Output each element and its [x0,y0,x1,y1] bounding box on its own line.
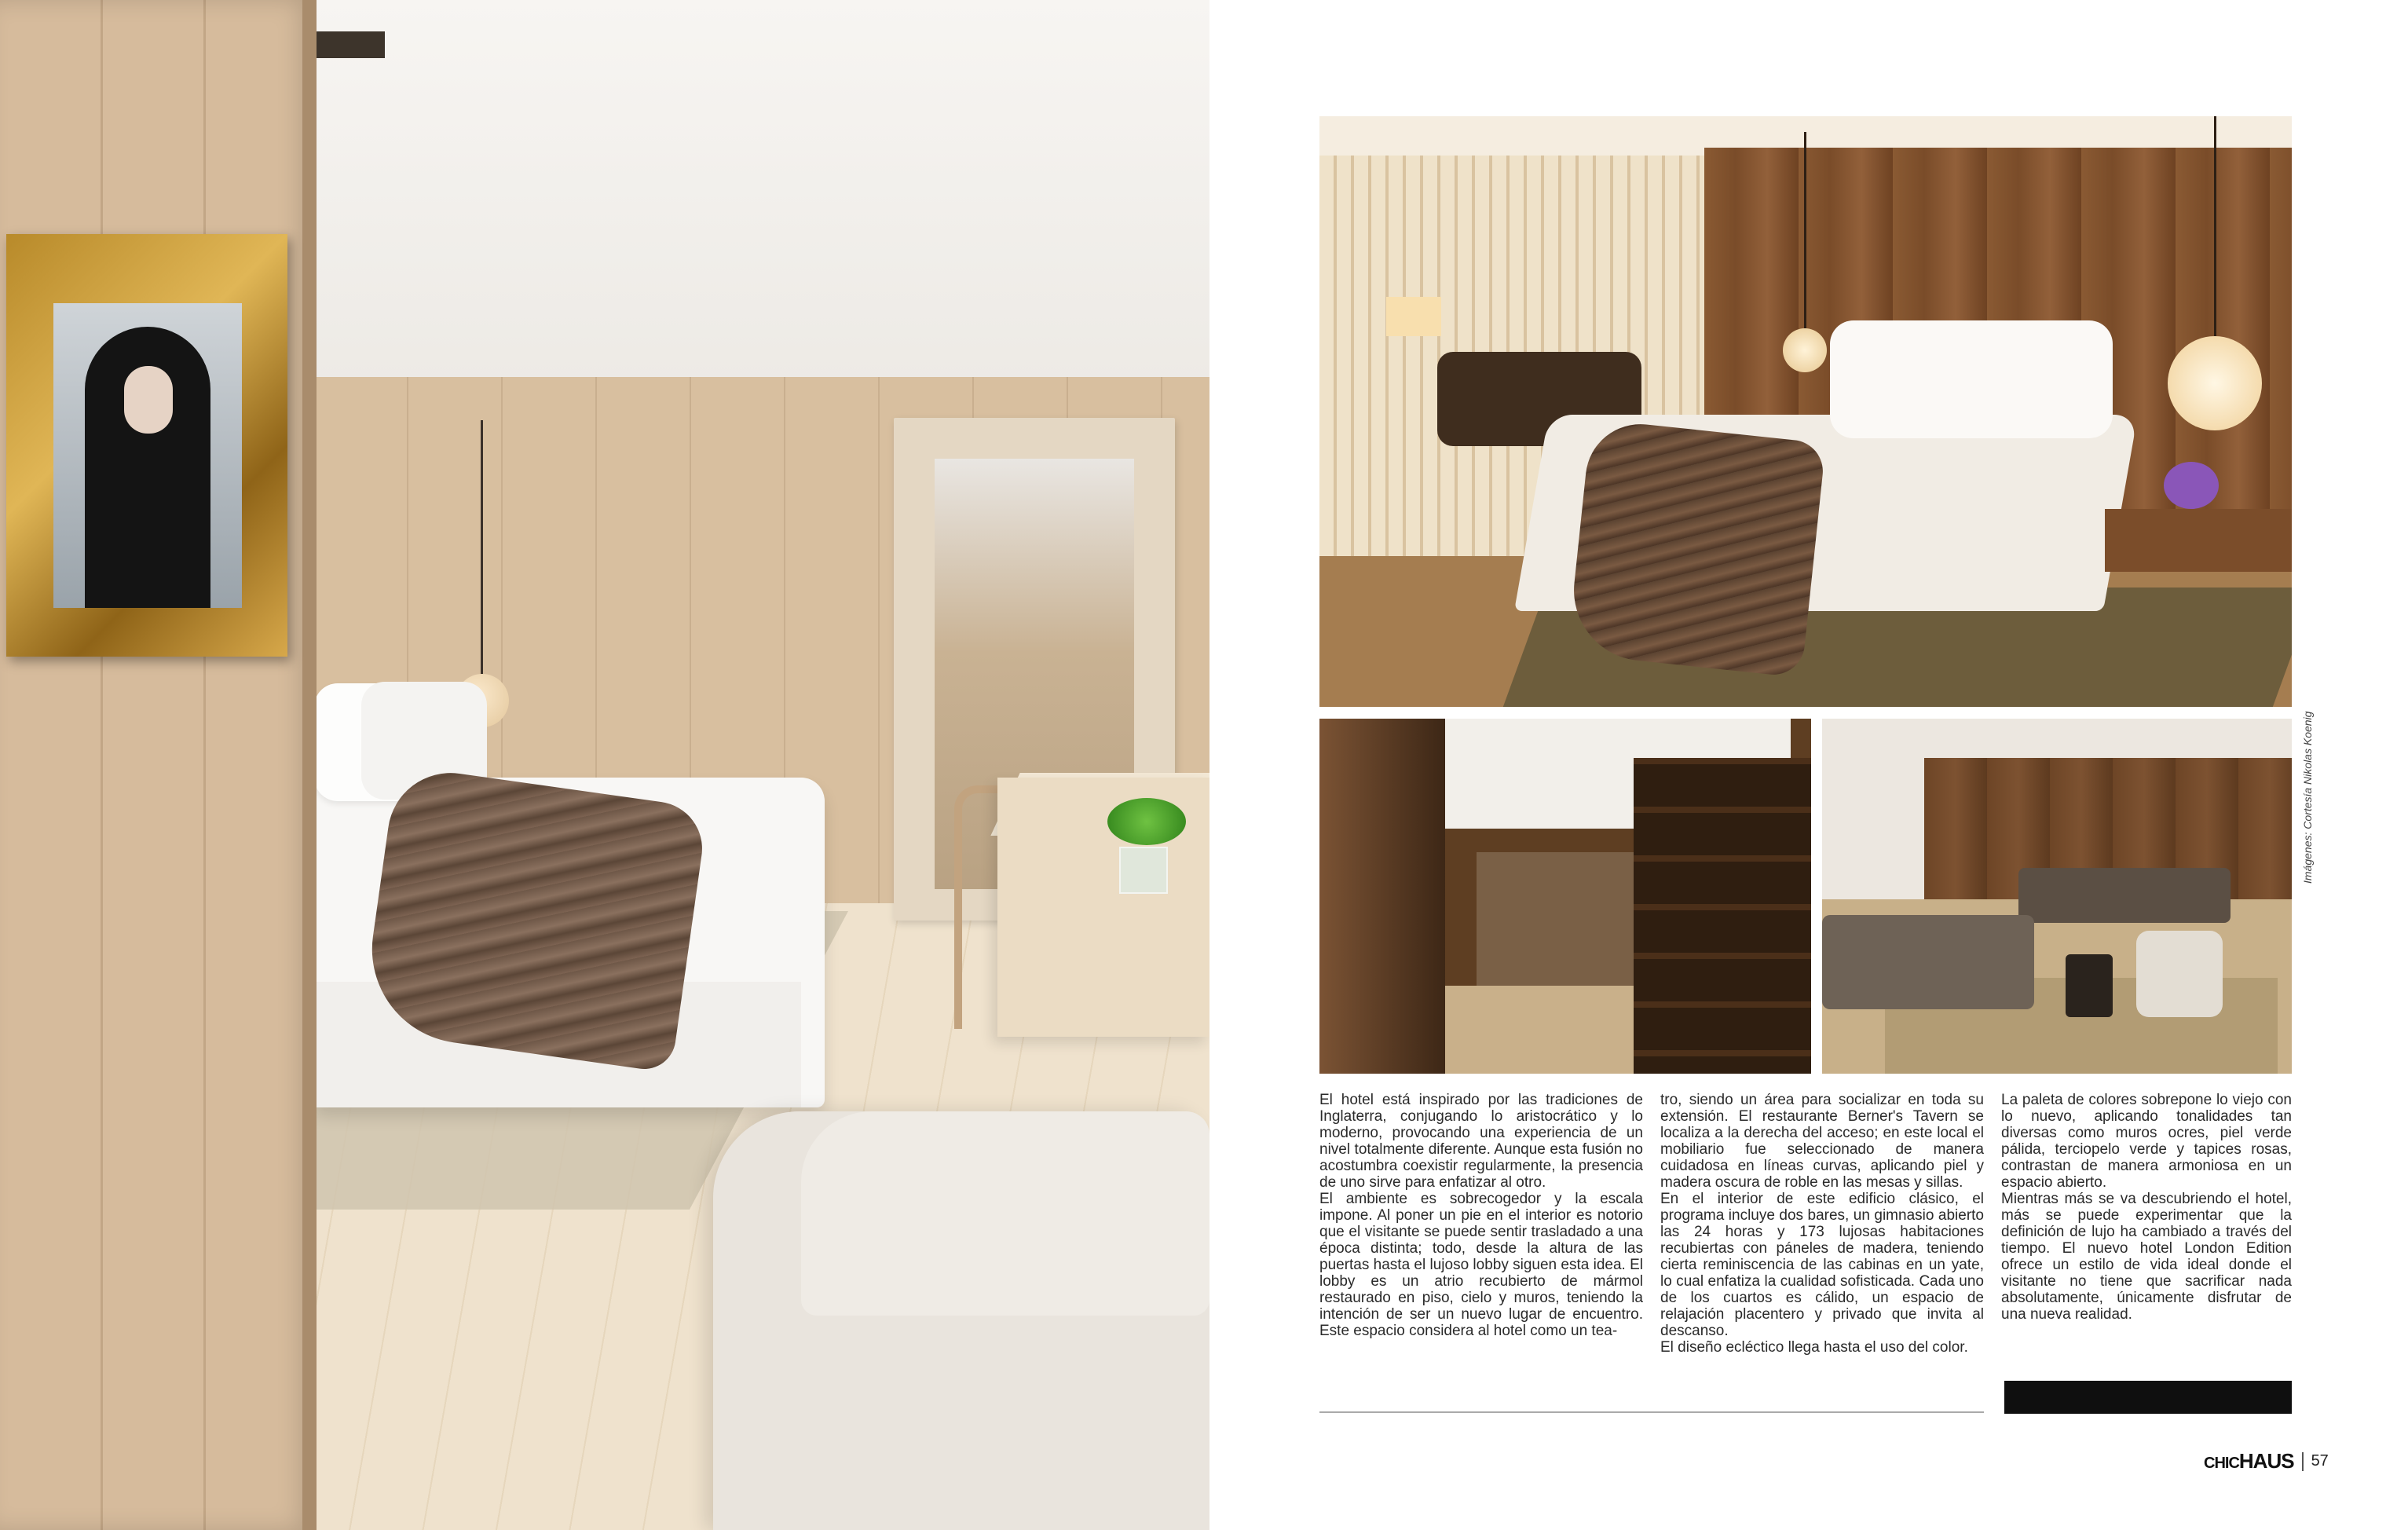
bookshelf [1634,758,1811,1074]
floor-lamp [1386,297,1441,336]
logo-haus: HAUS [2238,1449,2294,1473]
magazine-logo [2204,1449,2294,1473]
side-table [2066,954,2113,1017]
page-footer [2204,1449,2329,1473]
pendant-cord [2214,116,2216,336]
paragraph: El hotel está inspirado por las tradiciones de Inglaterra, conjugando lo aristocrático y lo moderno, provocando una experiencia de un nivel totalmente diferente. Aunque esta fusión no acostumbra coexistir regularmente, la presencia de uno sirve para enfatizar al otro. [1319,1092,1643,1191]
nightstand [2105,509,2292,572]
lounge-chair [2136,931,2223,1017]
foreground-wood-wall [0,0,314,1530]
ceiling-vent [314,31,385,58]
black-bar [2004,1381,2292,1414]
hero-fur-throw [1567,419,1826,678]
pendant-globe [2168,336,2262,430]
ceiling [314,0,1209,424]
text-column-2 [1660,1092,1984,1356]
hero-pillows [1830,320,2113,438]
gilded-frame [6,234,287,657]
glass-vase [1119,847,1168,894]
text-column-3 [2001,1092,2292,1323]
face [124,366,173,434]
back-sofa [2018,868,2231,923]
living-room-photo [1822,719,2292,1074]
paragraph: En el interior de este edificio clásico, el programa incluye dos bares, un gimnasio abierto las 24 horas y 173 lujosas habitaciones recubiertas con páneles de madera, teniendo cierta reminiscencia de las cabinas en un yate, lo cual enfatiza la cualidad sofisticada. Cada uno de los cuartos es cálido, un espacio de relajación placentero y privado que invita al descanso. [1660,1191,1984,1339]
hero-photo [1319,116,2292,707]
paragraph: Mientras más se va descubriendo el hotel, más se puede experimentar que la definición de lujo ha cambiado a través del tiempo. El nuevo hotel London Edition ofrece un estilo de vida ideal donde el visitante no tiene que sacrificar nada absolutamente, únicamente disfrutar de una nueva realidad. [2001,1191,2292,1323]
lounge-photo [1319,719,1811,1074]
front-sofa [1822,915,2034,1009]
right-page [1209,0,2408,1530]
wall-edge [302,0,317,1530]
paragraph: El diseño ecléctico llega hasta el uso del color. [1660,1339,1968,1356]
paragraph: tro, siendo un área para socializar en toda su extensión. El restaurante Berner's Tavern se localiza a la derecha del acceso; en este local el mobiliario fue seleccionado de manera cuidadosa en líneas curvas, aplicando piel y madera oscura de roble en las mesas y sillas. [1660,1092,1984,1191]
green-plant [1107,798,1186,845]
hooded-portrait [53,303,242,608]
paragraph: La paleta de colores sobrepone lo viejo con lo nuevo, aplicando tonalidades tan diversas como muros ocres, piel verde pálida, terciopelo verde y tapices rosas, contrastan de manera armoniosa en un espacio abierto. [2001,1092,2292,1191]
lounge-wall-panel [1319,719,1445,1074]
paragraph: El ambiente es sobrecogedor y la escala impone. Al poner un pie en el interior es notorio que el visitante se puede sentir trasladado a una época distinta; todo, desde la altura de las puertas hasta el lujoso lobby siguen esta idea. El lobby es un atrio recubierto de mármol restaurado en piso, cielo y muros, teniendo la intención de ser un nuevo lugar de encuentro. Este espacio considera al hotel como un tea- [1319,1191,1643,1339]
pendant-cord [481,420,483,679]
purple-flowers [2164,462,2219,509]
armchair-back [801,1111,1209,1316]
fur-throw [360,765,708,1073]
photo-credit: Imágenes: Cortesía Nikolas Koenig [2301,711,2314,884]
pendant-cord [1804,132,1806,328]
pendant-globe [1783,328,1827,372]
text-column-1 [1319,1092,1643,1339]
page-number: 57 [2311,1452,2329,1470]
logo-chic: CHIC [2204,1455,2239,1472]
footer-separator [2302,1452,2304,1471]
column-rule [1319,1411,1984,1413]
lounge-seating [1477,852,1634,986]
